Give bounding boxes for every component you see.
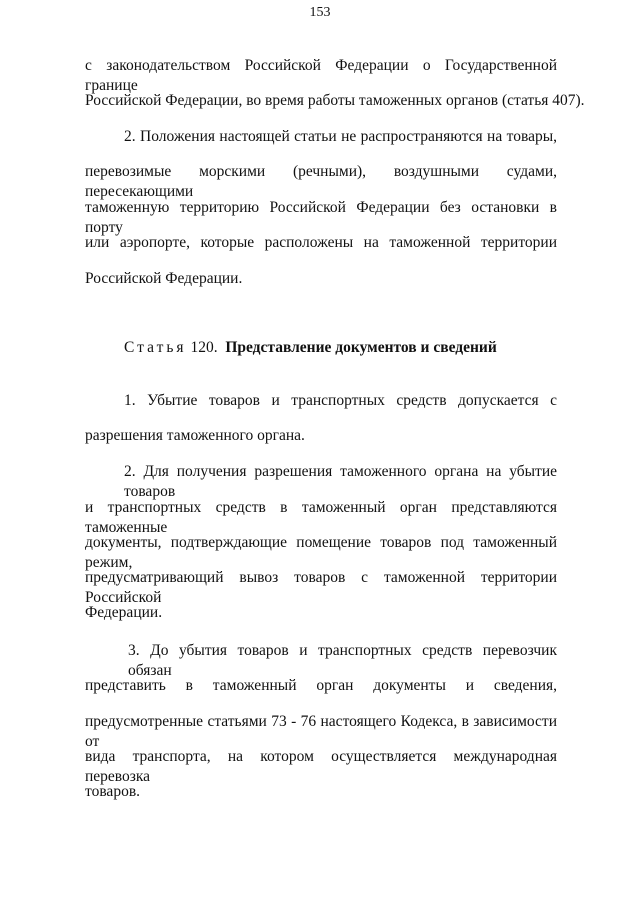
paragraph-line: документы, подтверждающие помещение товаров под таможенный режим, xyxy=(85,534,557,571)
paragraph-line: или аэропорте, которые расположены на таможенной территории xyxy=(85,234,557,251)
paragraph-line: Федерации. xyxy=(85,604,163,621)
paragraph-line: с законодательством Российской Федерации о Государственной границе xyxy=(85,57,557,94)
paragraph-line: перевозимые морскими (речными), воздушными судами, пересекающими xyxy=(85,163,557,200)
paragraph-line: 1. Убытие товаров и транспортных средств допускается с xyxy=(124,392,557,409)
paragraph-line: 3. До убытия товаров и транспортных средств перевозчик обязан xyxy=(128,642,557,679)
paragraph-line: 2. Для получения разрешения таможенного органа на убытие товаров xyxy=(124,463,557,500)
paragraph-line: таможенную территорию Российской Федерации без остановки в порту xyxy=(85,199,557,236)
paragraph-line: товаров. xyxy=(85,783,141,800)
paragraph-line: предусматривающий вывоз товаров с таможенной территории Российской xyxy=(85,569,557,606)
paragraph-line: и транспортных средств в таможенный орган представляются таможенные xyxy=(85,499,557,536)
article-number: 120. xyxy=(190,339,218,356)
paragraph-line: представить в таможенный орган документы и сведения, xyxy=(85,677,557,694)
article-title: Представление документов и сведений xyxy=(225,339,497,356)
paragraph-line: предусмотренные статьями 73 - 76 настоящего Кодекса, в зависимости от xyxy=(85,713,557,750)
article-heading xyxy=(124,338,557,358)
paragraph-line: разрешения таможенного органа. xyxy=(85,427,305,444)
article-label: Статья xyxy=(124,339,187,356)
paragraph-line: вида транспорта, на котором осуществляется международная перевозка xyxy=(85,748,557,785)
paragraph-line: Российской Федерации. xyxy=(85,270,243,287)
page-number: 153 xyxy=(309,5,331,20)
paragraph-line: 2. Положения настоящей статьи не распространяются на товары, xyxy=(124,128,557,145)
paragraph-line: Российской Федерации, во время работы таможенных органов (статья 407). xyxy=(85,92,585,109)
